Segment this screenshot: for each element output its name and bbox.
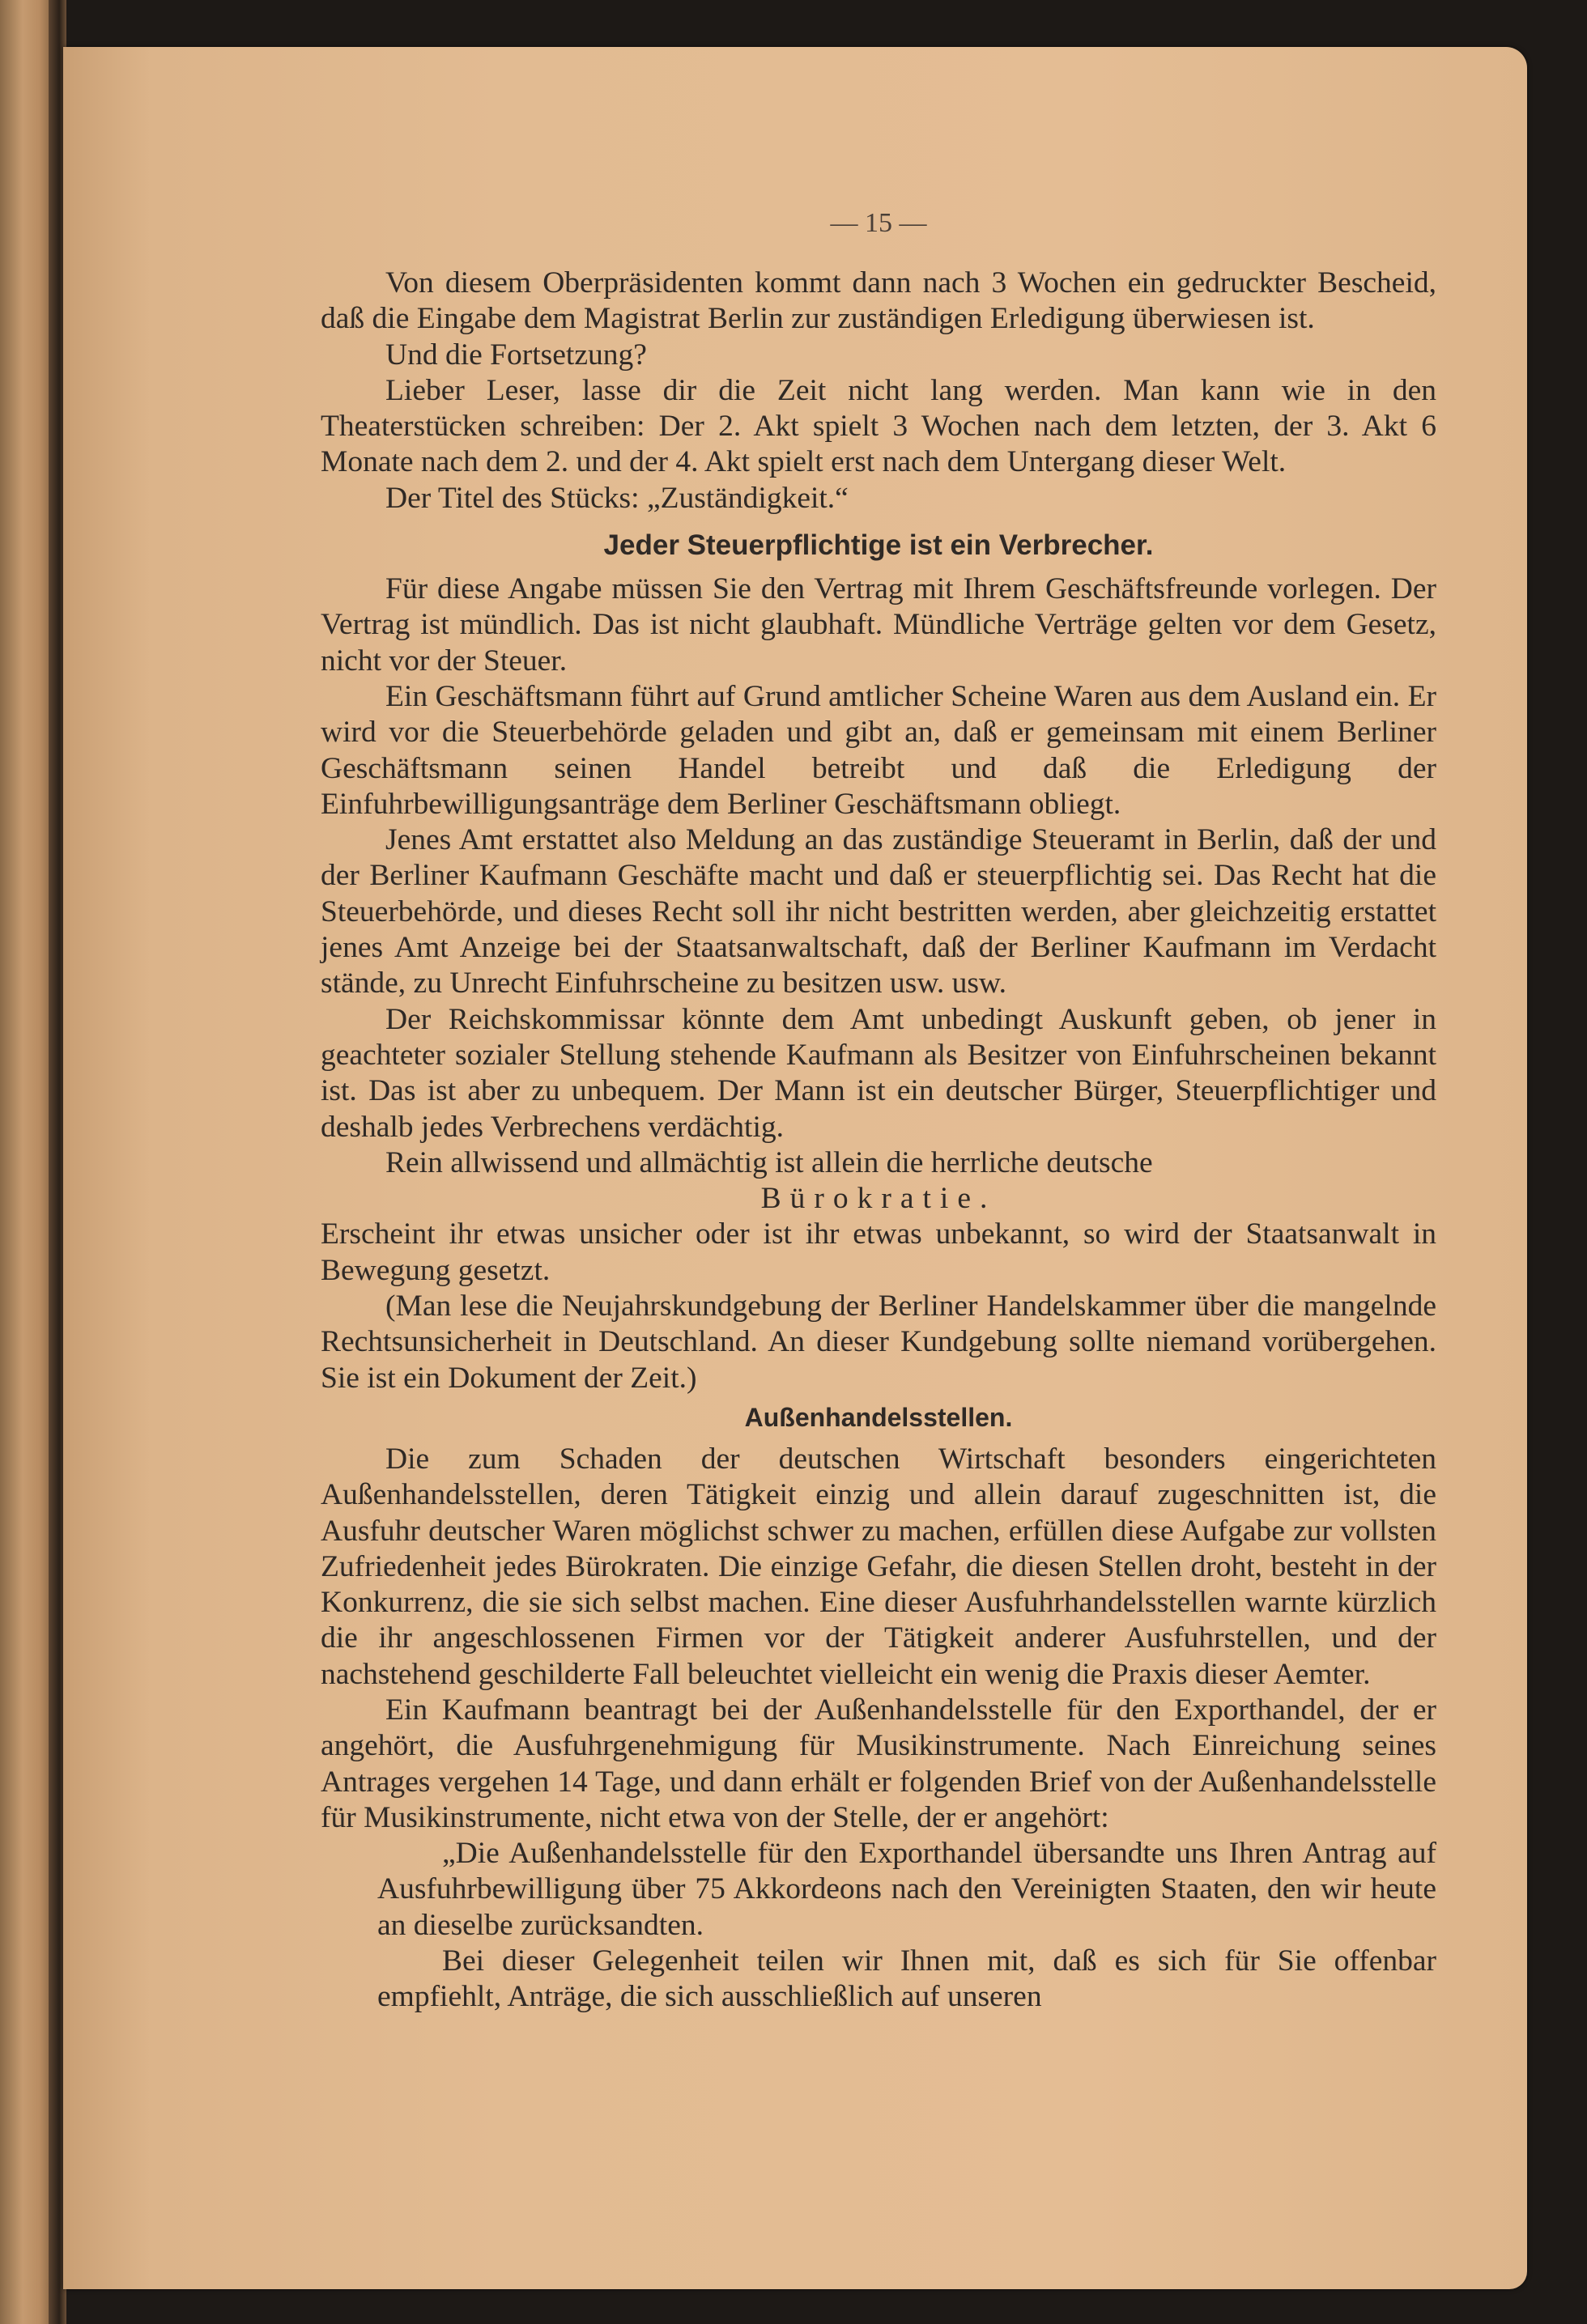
paragraph: Für diese Angabe müssen Sie den Vertrag mit Ihrem Geschäftsfreunde vorlegen. Der Vertrag ist mündlich. Das ist nicht glaubhaft. Mündliche Verträge gelten vor dem Gesetz, nicht vor der Steuer. bbox=[321, 572, 1436, 678]
quoted-letter: „Die Außenhandelsstelle für den Exporthandel übersandte uns Ihren Antrag auf Ausfuhrbewilligung über 75 Akkordeons nach den Vereinigten Staaten, den wir heute an dieselbe zurücksandten. bbox=[377, 1837, 1436, 1942]
paragraph: Der Reichskommissar könnte dem Amt unbedingt Auskunft geben, ob jener in geachteter sozialer Stellung stehende Kaufmann als Besitzer von Einfuhrscheinen bekannt ist. Das ist aber zu unbequem. Der Mann ist ein deutscher Bürger, Steuerpflichtiger und deshalb jedes Verbrechens verdächtig. bbox=[321, 1002, 1436, 1144]
paragraph: Erscheint ihr etwas unsicher oder ist ihr etwas unbekannt, so wird der Staatsanwalt in Bewegung gesetzt. bbox=[321, 1217, 1436, 1287]
spaced-word: Bürokratie. bbox=[760, 1182, 997, 1216]
section-heading: Außenhandelsstellen. bbox=[744, 1402, 1013, 1432]
quoted-letter: Bei dieser Gelegenheit teilen wir Ihnen mit, daß es sich für Sie offenbar empfiehlt, Anträge, die sich ausschließlich auf unseren bbox=[377, 1944, 1436, 2014]
paragraph: Die zum Schaden der deutschen Wirtschaft besonders eingerichteten Außenhandelsstellen, deren Tätigkeit einzig und allein darauf zugeschnitten ist, die Ausfuhr deutscher Waren möglichst schwer zu machen, erfüllen diese Aufgabe zur vollsten Zufriedenheit jedes Bürokraten. Die einzige Gefahr, die diesen Stellen droht, besteht in der Konkurrenz, die sie sich selbst machen. Eine dieser Ausfuhrhandelsstellen warnte kürzlich die ihr angeschlossenen Firmen vor der Tätigkeit anderer Ausfuhrstellen, und der nachstehend geschilderte Fall beleuchtet vielleicht ein wenig die Praxis dieser Aemter. bbox=[321, 1442, 1436, 1691]
section-heading: Jeder Steuerpflichtige ist ein Verbrecher. bbox=[603, 529, 1154, 562]
paragraph: Ein Geschäftsmann führt auf Grund amtlicher Scheine Waren aus dem Ausland ein. Er wird vor die Steuerbehörde geladen und gibt an, daß er gemeinsam mit einem Berliner Geschäftsmann seinen Handel betreibt und daß die Erledigung der Einfuhrbewilligungsanträge dem Berliner Geschäftsmann obliegt. bbox=[321, 679, 1436, 821]
paragraph: Von diesem Oberpräsidenten kommt dann nach 3 Wochen ein gedruckter Bescheid, daß die Eingabe dem Magistrat Berlin zur zuständigen Erledigung überwiesen ist. bbox=[321, 266, 1436, 336]
paragraph: Rein allwissend und allmächtig ist allein die herrliche deutsche bbox=[385, 1145, 1153, 1179]
paragraph: Lieber Leser, lasse dir die Zeit nicht lang werden. Man kann wie in den Theaterstücken schreiben: Der 2. Akt spielt 3 Wochen nach dem letzten, der 3. Akt 6 Monate nach dem 2. und der 4. Akt spielt erst nach dem Untergang dieser Welt. bbox=[321, 373, 1436, 479]
paragraph: Der Titel des Stücks: „Zuständigkeit.“ bbox=[385, 481, 849, 515]
paragraph: Ein Kaufmann beantragt bei der Außenhandelsstelle für den Exporthandel, der er angehört, die Ausfuhrgenehmigung für Musikinstrumente. Nach Einreichung seines Antrages vergehen 14 Tage, und dann erhält er folgenden Brief von der Außenhandelsstelle für Musikinstrumente, nicht etwa von der Stelle, der er angehört: bbox=[321, 1693, 1436, 1834]
paragraph: (Man lese die Neujahrskundgebung der Berliner Handelskammer über die mangelnde Rechtsunsicherheit in Deutschland. An dieser Kundgebung sollte niemand vorübergehen. Sie ist ein Dokument der Zeit.) bbox=[321, 1289, 1436, 1395]
page-content bbox=[321, 206, 1436, 2016]
paragraph: Jenes Amt erstattet also Meldung an das zuständige Steueramt in Berlin, daß der und der Berliner Kaufmann Geschäfte macht und daß er steuerpflichtig sei. Das Recht hat die Steuerbehörde, und dieses Recht soll ihr nicht bestritten werden, aber gleichzeitig erstattet jenes Amt Anzeige bei der Staatsanwaltschaft, daß der Berliner Kaufmann im Verdacht stände, zu Unrecht Einfuhrscheine zu besitzen usw. usw. bbox=[321, 823, 1436, 1001]
book-page bbox=[63, 47, 1527, 2289]
page-number: — 15 — bbox=[830, 208, 927, 238]
paragraph: Und die Fortsetzung? bbox=[385, 338, 647, 372]
